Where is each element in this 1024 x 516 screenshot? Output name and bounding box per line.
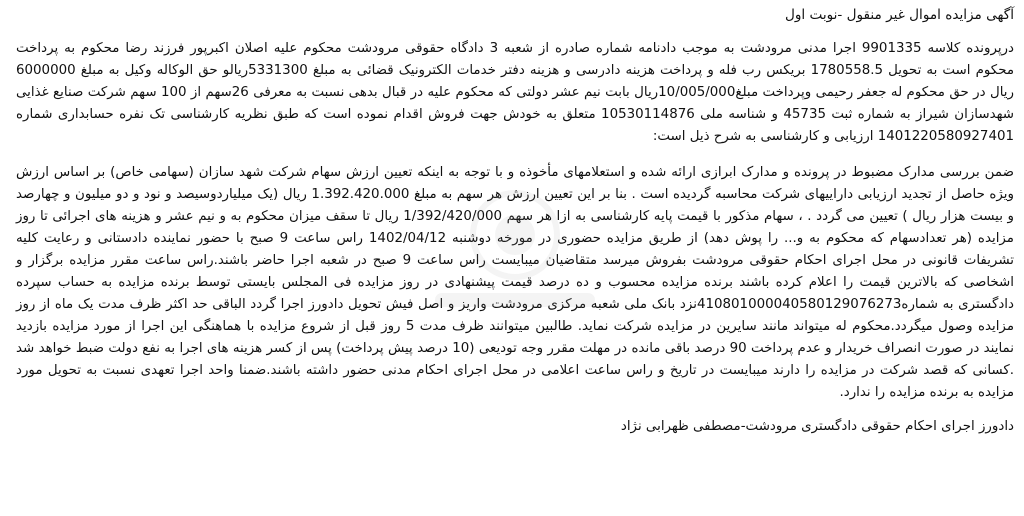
auction-terms-paragraph: ضمن بررسی مدارک مضبوط در پرونده و مدارک ابرازی ارائه شده و استعلامهای مأخوذه و با توجه به اینکه تعیین ارزش سهام شرکت شهد سازان (سهامی خاص) بر اساس ارزش ویژه حاصل از تجدید ارزیابی داراییهای شرکت محاسبه گردیده است . بنا بر این تعیین ارزش هر سهم به مبلغ 1.392.420.000 ریال (یک میلیاردوسیصد و نود و دو میلیون و چهارصد و بیست هزار ریال ) تعیین می گردد . ، سهام مذکور با قیمت پایه کارشناسی به ازا هر سهم 1/392/420/000 ریال تا سقف میزان محکوم به و نیم عشر و هزینه های اجرائی تا روز مزایده (هر تعدادسهام که محکوم به و... را پوش دهد) از طریق مزایده حضوری در مورخه دوشنبه 1402/04/12 راس ساعت 9 صبح با حضور نماینده دادستانی و رعایت کلیه تشریفات قانونی در محل اجرای احکام حقوقی مرودشت بفروش میرسد متقاضیان میبایست راس ساعت 9 صبح در شعبه اجرا حاضر باشند.راس ساعت مقرر مزایده برگزار و اشخاصی که بالاترین قیمت را اعلام کرده باشند برنده مزایده محسوب و ده درصد قیمت پیشنهادی در روز مزایده فی المجلس بایستی توسط برنده مزایده به حساب سپرده دادگستری به شماره0801000040580129076273‏41نزد بانک ملی شعبه مرکزی مرودشت واریز و اصل فیش تحویل دادورز اجرا گردد الباقی حد اکثر ظرف مدت یک ماه از روز مزایده وصول میگردد.محکوم له میتواند مانند سایرین در مزایده شرکت نماید. طالبین میتوانند ظرف مدت 5 روز قبل از شروع مزایده با هماهنگی این اجرا از مورد مزایده بازدید نمایند در صورت انصراف خریدار و عدم پرداخت 90 درصد باقی مانده در مهلت مقرر وجه تودیعی (10 درصد پیش پرداخت) پس از کسر هزینه های اجرا به نفع دولت ضبط خواهد شد .کسانی که قصد شرکت در مزایده را دارند میبایست در تاریخ و راس ساعت اعلامی در محل اجرای احکام مدنی حضور داشته باشند.ضمنا واحد اجرا تعهدی نسبت به تحویل مورد مزایده به برنده مزایده را ندارد. [16,165,1015,400]
case-details-paragraph: درپرونده کلاسه 9901335 اجرا مدنی مرودشت به موجب دادنامه شماره صادره از شعبه 3 دادگاه حقوقی مرودشت محکوم علیه اصلان اکبرپور فرزند رضا محکوم به پرداخت محکوم است به تحویل 1780558.5 بریکس رب فله و پرداخت هزینه دادرسی و هزینه دفتر خدمات الکترونیک قضائی به مبلغ 5331300ریالو حق الوکاله وکیل به مبلغ 6000000 ریال در حق محکوم له جعفر رحیمی وپرداخت مبلغ10/005/000ریال بابت نیم عشر دولتی که محکوم علیه در قبال بدهی نسبت به معرفی 26سهم از 100 سهم شرکت صنایع غذایی شهدسازان شیراز به شماره ثبت 45735 و شناسه ملی 10530114876 متعلق به خودش جهت فروش اقدام نموده است که طبق نظریه کارشناسی تک نفره حسابداری شماره 1401220580927401 ارزیابی و کارشناسی به شرح ذیل است: [16,41,1015,144]
signature-line: دادورز اجرای احکام حقوقی دادگستری مرودشت-مصطفی ظهرابی نژاد [620,419,1014,434]
notice-title: آگهی مزایده اموال غیر منقول -نوبت اول [784,7,1014,23]
